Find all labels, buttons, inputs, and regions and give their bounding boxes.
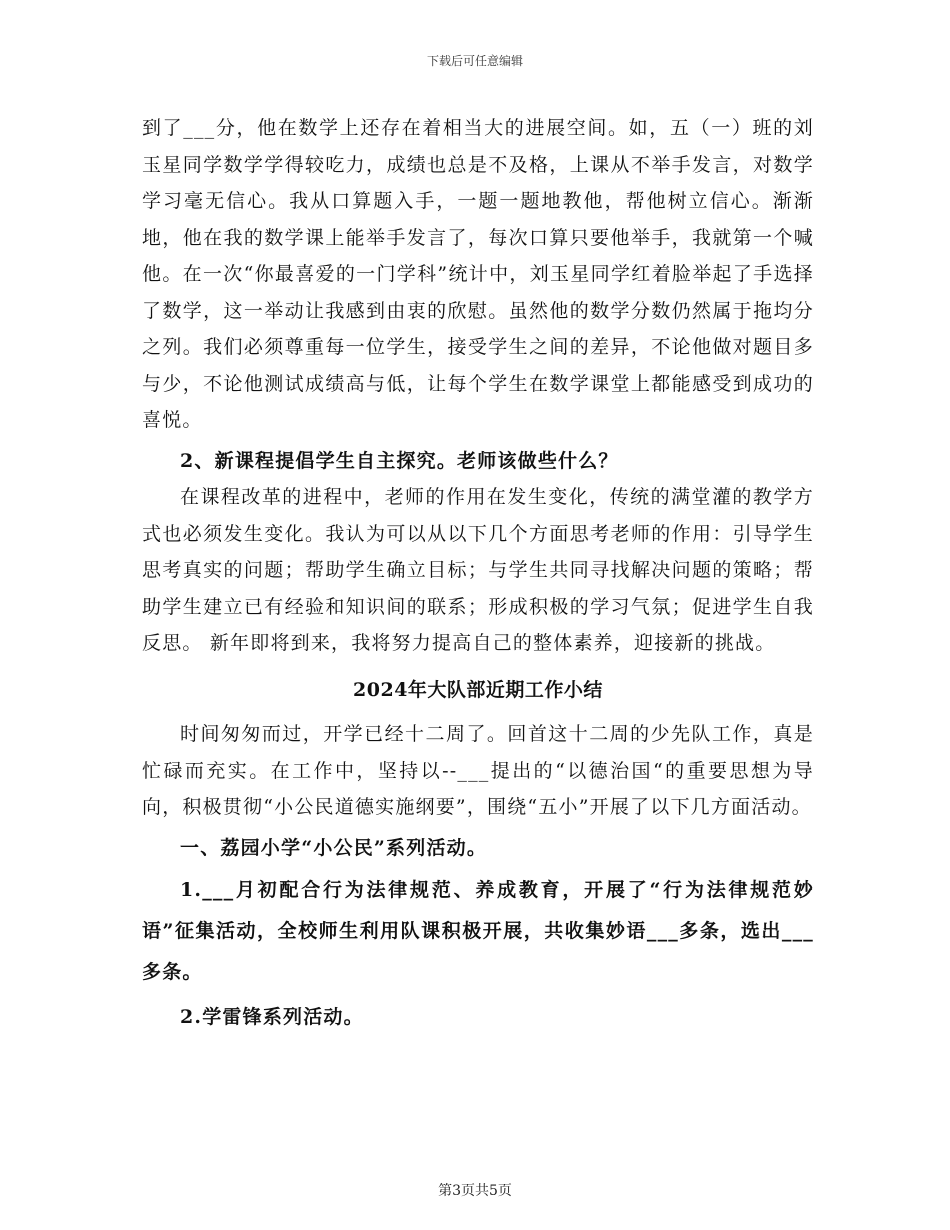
section-heading-2: 2、新课程提倡学生自主探究。老师该做些什么？ [180,449,619,472]
paragraph-teacher-role: 在课程改革的进程中，老师的作用在发生变化，传统的满堂灌的教学方式也必须发生变化。我认为可以从以下几个方面思考老师的作用：引导学生思考真实的问题；帮助学生确立目标；与学生共同寻找解决问题的策略；帮助学生建立已有经验和知识间的联系；形成积极的学习气氛；促进学生自我反思。 新年即将到来，我将努力提高自己的整体素养，迎接新的挑战。 [142,486,814,654]
paragraph-continued: 到了___分，他在数学上还存在着相当大的进展空间。如，五（一）班的刘玉星同学数学学得较吃力，成绩也总是不及格，上课从不举手发言，对数学学习毫无信心。我从口算题入手，一题一题地教他，帮他树立信心。渐渐地，他在我的数学课上能举手发言了，每次口算只要他举手，我就第一个喊他。在一次“你最喜爱的一门学科”统计中，刘玉星同学红着脸举起了手选择了数学，这一举动让我感到由衷的欣慰。虽然他的数学分数仍然属于拖均分之列。我们必须尊重每一位学生，接受学生之间的差异，不论他做对题目多与少，不论他测试成绩高与低，让每个学生在数学课堂上都能感受到成功的喜悦。 [142,117,814,431]
document-body [142,110,814,1038]
document-title: 2024年大队部近期工作小结 [353,678,603,701]
page-footer: 第3页共5页 [438,1183,512,1199]
section-heading-1: 一、荔园小学“小公民”系列活动。 [180,836,488,859]
page-header: 下载后可任意编辑 [426,54,523,68]
activity-item-1: 1.___月初配合行为法律规范、养成教育，开展了“行为法律规范妙语”征集活动，全校师生利用队课积极开展，共收集妙语___多条，选出___多条。 [142,879,814,983]
activity-item-2: 2.学雷锋系列活动。 [180,1006,364,1028]
paragraph-intro: 时间匆匆而过，开学已经十二周了。回首这十二周的少先队工作，真是忙碌而充实。在工作中，坚持以--___提出的“以德治国“的重要思想为导向，积极贯彻“小公民道德实施纲要”，围绕“五小”开展了以下几方面活动。 [142,723,814,818]
